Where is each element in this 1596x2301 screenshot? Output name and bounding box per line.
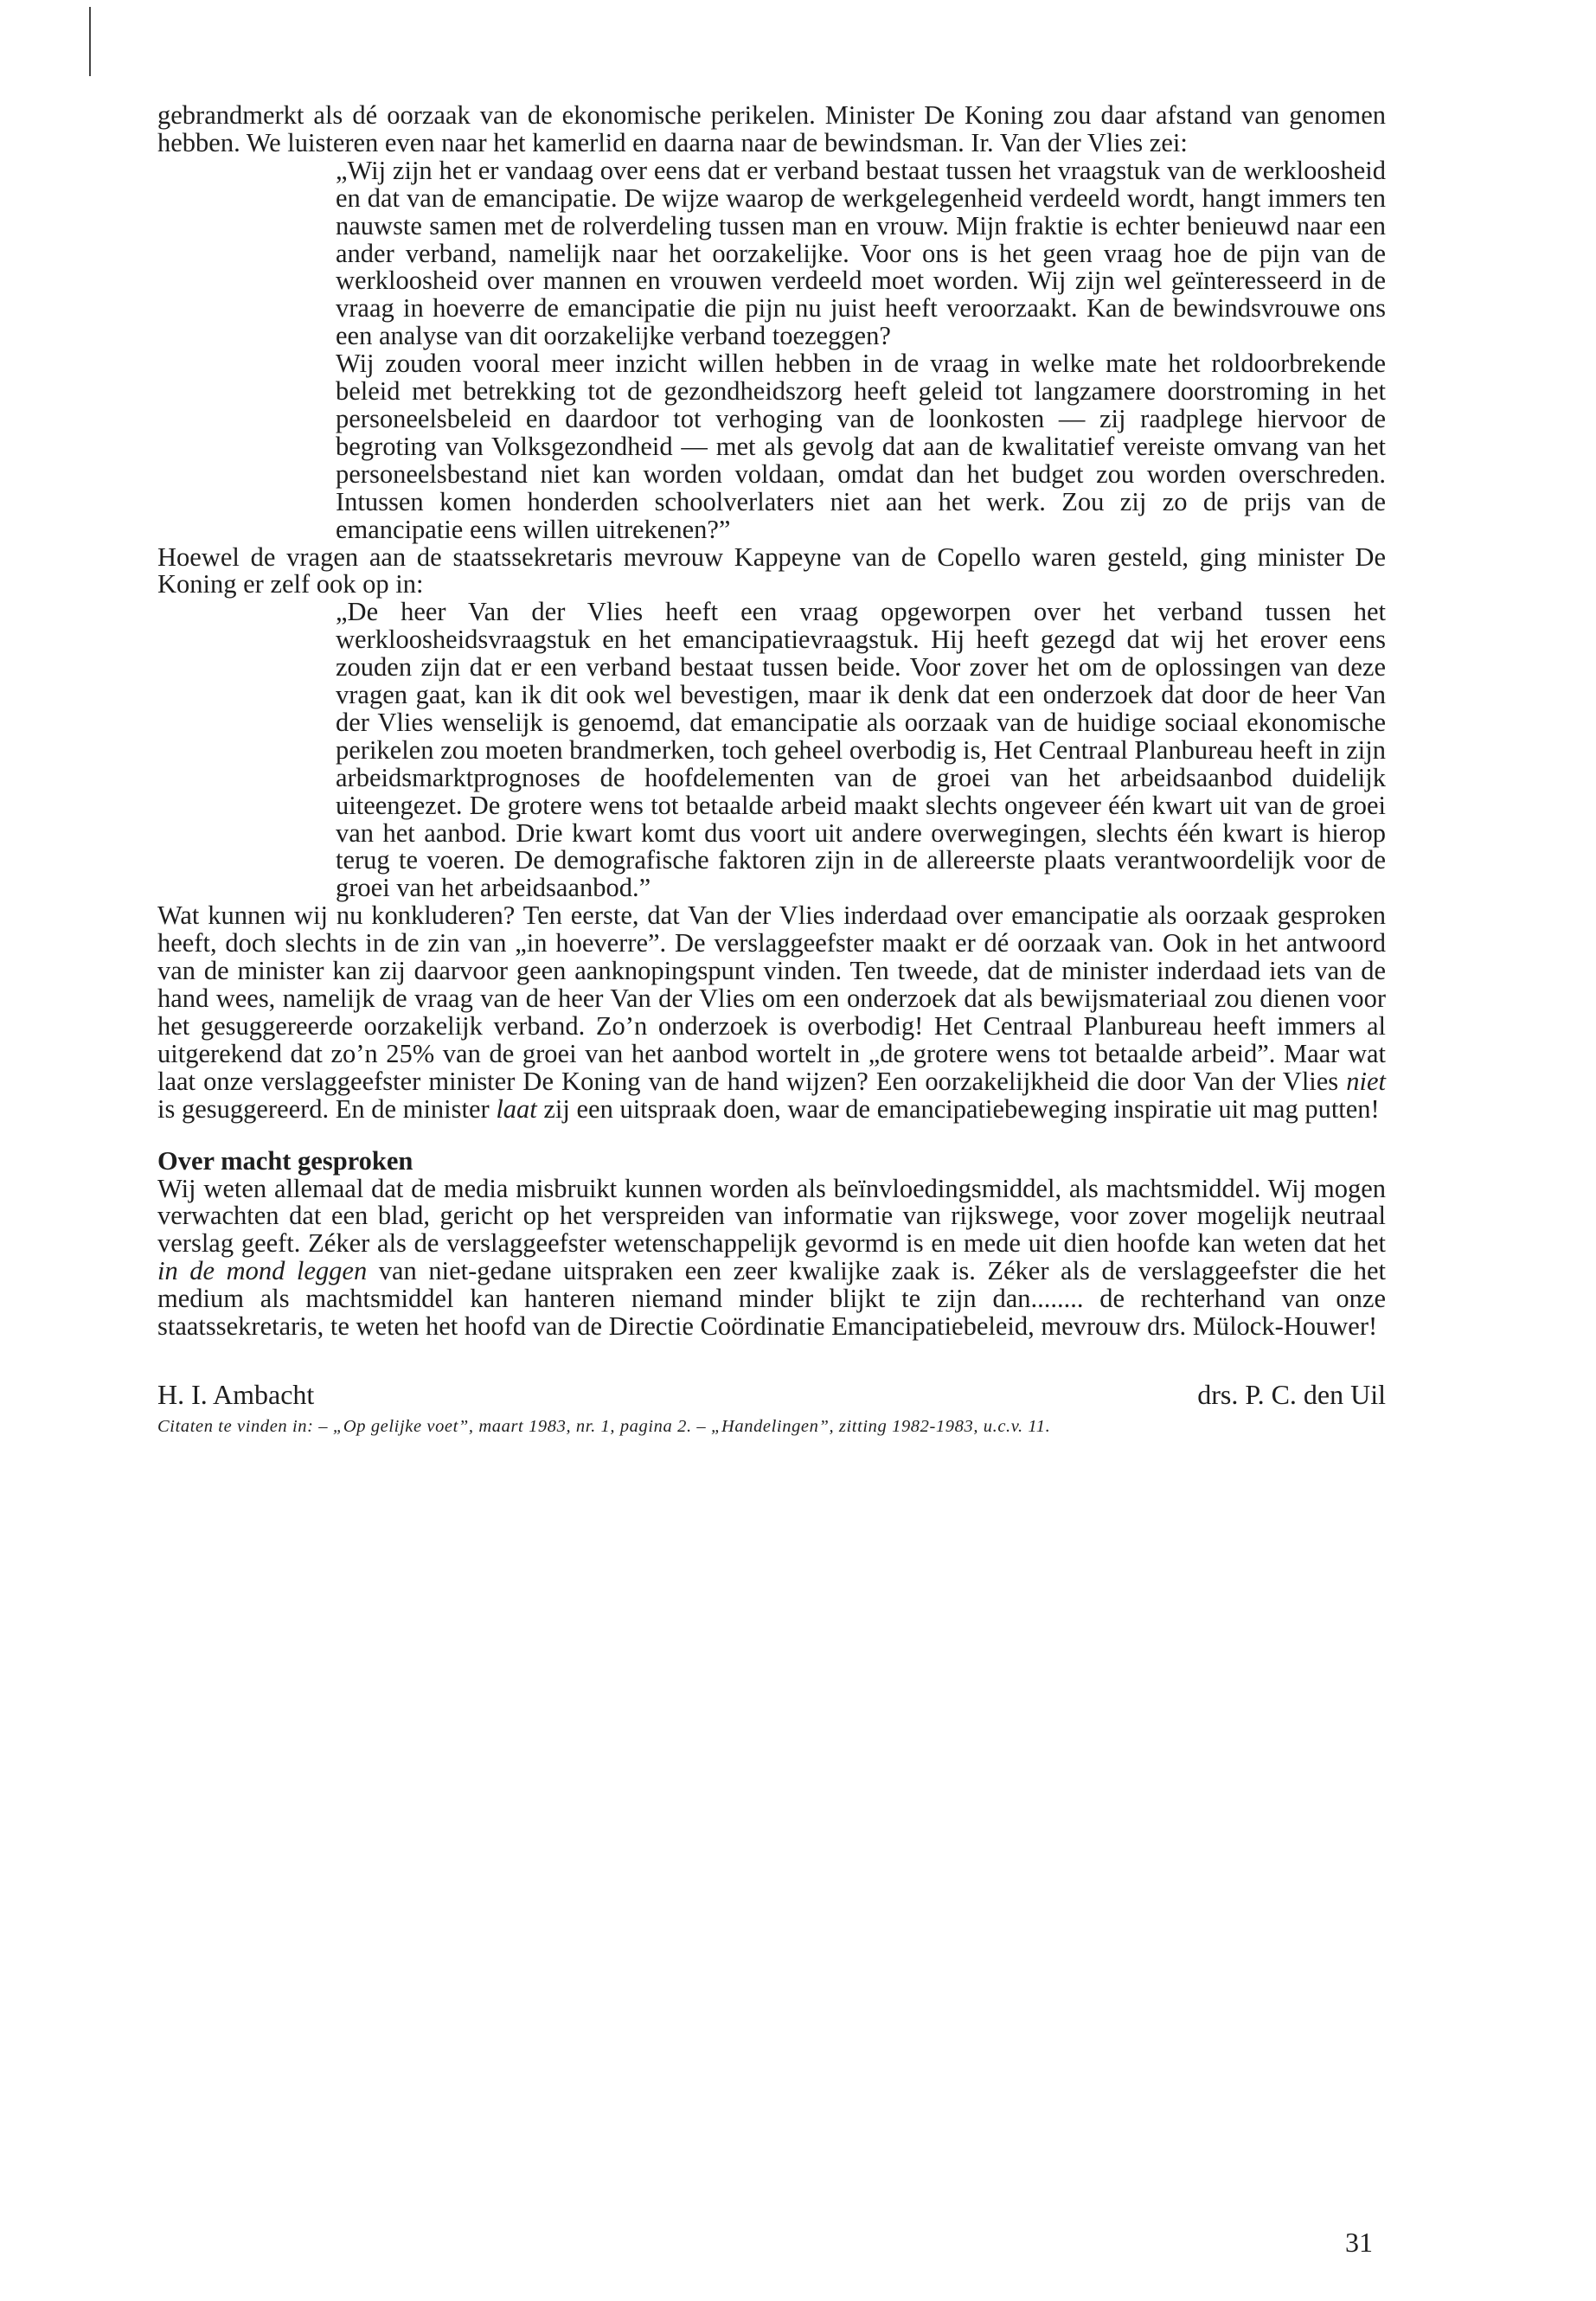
article-page [157, 102, 1386, 1438]
page-number: 31 [1345, 2227, 1373, 2258]
transition-paragraph: Hoewel de vragen aan de staatssekretaris mevrouw Kappeyne van de Copello waren gesteld, ging minister De Koning er zelf ook op in: [157, 542, 1386, 599]
emphasis-laat: laat [496, 1093, 537, 1124]
conclusion-paragraph [157, 902, 1386, 1123]
scan-edge-line [89, 7, 91, 76]
conclusion-text-3: zij een uitspraak doen, waar de emancipatiebeweging inspiratie uit mag putten! [536, 1093, 1380, 1124]
quote-van-der-vlies: „Wij zijn het er vandaag over eens dat er verband bestaat tussen het vraagstuk van de werkloosheid en dat van de emancipatie. De wijze waarop de werkgelegenheid verdeeld wordt, hangt immers ten nauwste samen met de rolverdeling tussen man en vrouw. Mijn fraktie is echter benieuwd naar een ander verband, namelijk naar het oorzakelijke. Voor ons is het geen vraag hoe de pijn van de werkloosheid over mannen en vrouwen verdeeld moet worden. Wij zijn wel geïnteresseerd in de vraag in hoeverre de emancipatie die pijn nu juist heeft veroorzaakt. Kan de bewindsvrouwe ons een analyse van dit oorzakelijke verband toezeggen? [336, 155, 1386, 351]
signature-left: H. I. Ambacht [157, 1378, 315, 1410]
emphasis-niet: niet [1346, 1066, 1386, 1096]
macht-text-2: van niet-gedane uitspraken een zeer kwalijke zaak is. Zéker als de verslaggeefster die het medium als machtsmiddel kan hanteren niemand minder blijkt te zijn dan........ de rechterhand van onze staatssekretaris, te weten het hoofd van de Directie Coördinatie Emancipatiebeleid, mevrouw drs. Mülock-Houwer! [157, 1256, 1386, 1342]
citation-note: Citaten te vinden in: – „Op gelijke voet”, maart 1983, nr. 1, pagina 2. – „Handelingen”, zitting 1982-1983, u.c.v. 11. [157, 1416, 1051, 1436]
section-heading: Over macht gesproken [157, 1145, 413, 1176]
signature-row [157, 1379, 1386, 1410]
quote-minister-de-koning: „De heer Van der Vlies heeft een vraag opgeworpen over het verband tussen het werkloosheidsvraagstuk en het emancipatievraagstuk. Hij heeft gezegd dat wij het erover eens zouden zijn dat er een verband bestaat tussen beide. Voor zover het om de oplossingen van deze vragen gaat, kan ik dit ook wel bevestigen, maar ik denk dat een onderzoek dat door de heer Van der Vlies wenselijk is genoemd, dat emancipatie als oorzaak van de huidige sociaal ekonomische perikelen zou moeten brandmerken, toch geheel overbodig is, Het Centraal Planbureau heeft in zijn arbeidsmarktprognoses de hoofdelementen van de groei van het arbeidsaanbod duidelijk uiteengezet. De grotere wens tot betaalde arbeid maakt slechts ongeveer één kwart uit van de groei van het aanbod. Drie kwart komt dus voort uit andere overwegingen, slechts één kwart is hierop terug te voeren. De demografische faktoren zijn in de allereerste plaats verantwoordelijk voor de groei van het arbeidsaanbod.” [336, 597, 1386, 903]
conclusion-text-1: Wat kunnen wij nu konkluderen? Ten eerste, dat Van der Vlies inderdaad over emancipatie als oorzaak gesproken heeft, doch slechts in de zin van „in hoeverre”. De verslaggeefster maakt er dé oorzaak van. Ook in het antwoord van de minister kan zij daarvoor geen aanknopingspunt vinden. Ten tweede, dat de minister inderdaad iets van de hand wees, namelijk de vraag van de heer Van der Vlies om een onderzoek dat als bewijsmateriaal zou dienen voor het gesuggereerde oorzakelijk verband. Zo’n onderzoek is overbodig! Het Centraal Planbureau heeft immers al uitgerekend dat zo’n 25% van de groei van het aanbod wortelt in „de grotere wens tot betaalde arbeid”. Maar wat laat onze verslaggeefster minister De Koning van de hand wijzen? Een oorzakelijkheid die door Van der Vlies [157, 901, 1386, 1096]
macht-paragraph [157, 1173, 1386, 1342]
emphasis-in-de-mond-leggen: in de mond leggen [157, 1256, 368, 1286]
conclusion-text-2: is gesuggereerd. En de minister [157, 1093, 497, 1124]
quote-van-der-vlies-continued: Wij zouden vooral meer inzicht willen hebben in de vraag in welke mate het roldoorbrekende beleid met betrekking tot de gezondheidszorg heeft geleid tot langzamere doorstroming in het personeelsbeleid en daardoor tot verhoging van de loonkosten — zij raadplege hiervoor de begroting van Volksgezondheid — met als gevolg dat aan de kwalitatief vereiste omvang van het personeelsbestand niet kan worden voldaan, omdat dan het budget zou worden overschreden. Intussen komen honderden schoolverlaters niet aan het werk. Zou zij zo de prijs van de emancipatie eens willen uitrekenen?” [336, 349, 1386, 544]
intro-paragraph: gebrandmerkt als dé oorzaak van de ekonomische perikelen. Minister De Koning zou daar afstand van genomen hebben. We luisteren even naar het kamerlid en daarna naar de bewindsman. Ir. Van der Vlies zei: [157, 100, 1386, 157]
signature-right: drs. P. C. den Uil [1197, 1378, 1386, 1410]
macht-text-1: Wij weten allemaal dat de media misbruikt kunnen worden als beïnvloedingsmiddel, als machtsmiddel. Wij mogen verwachten dat een blad, gericht op het verspreiden van informatie van rijkswege, voor zover mogelijk neutraal verslag geeft. Zéker als de verslaggeefster wetenschappelijk gevormd is en mede uit dien hoofde kan weten dat het [157, 1173, 1386, 1259]
